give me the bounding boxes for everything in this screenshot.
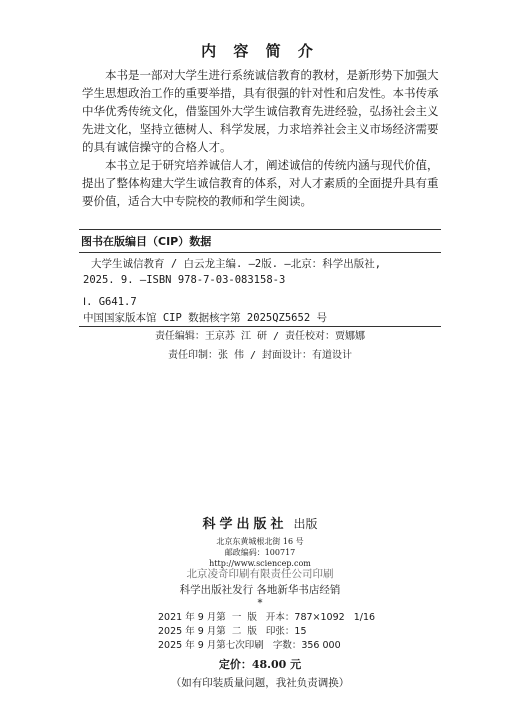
quality-notice: （如有印装质量问题，我社负责调换） [170, 677, 350, 689]
cip-block [79, 229, 441, 365]
cip-line-title: 大学生诚信教育 / 白云龙主编. —2版. —北京：科学出版社, [91, 258, 382, 270]
publisher-name: 科学出版社 [202, 517, 288, 532]
cip-line-record: 中国国家版本馆 CIP 数据核字第 2025QZ5652 号 [83, 312, 327, 324]
cip-top-rule [79, 229, 441, 230]
publisher-suffix: 出版 [293, 517, 318, 531]
publisher-url: http://www.sciencep.com [209, 559, 311, 568]
publisher-address: 北京东黄城根北街 16 号 [216, 537, 304, 546]
cip-heading-rule [79, 252, 441, 253]
summary-paragraph-1: 本书是一部对大学生进行系统诚信教育的教材，是新形势下加强大学生思想政治工作的重要举措，具有很强的针对性和启发性。本书传承中华优秀传统文化，借鉴国外大学生诚信教育先进经验，弘扬社会主义先进文化，坚持立德树人、科学发展，力求培养社会主义市场经济需要的具有诚信操守的合格人才。 [82, 68, 439, 154]
cip-heading: 图书在版编目（CIP）数据 [81, 235, 212, 248]
publisher-block [0, 513, 520, 569]
summary-paragraph-2: 本书立足于研究培养诚信人才，阐述诚信的传统内涵与现代价值，提出了整体构建大学生诚信教育的体系，对人才素质的全面提升具有重要价值，适合大中专院校的教师和学生阅读。 [82, 158, 439, 208]
edition-line-1: 2021 年 9 月第 一 版 开本：787×1092 1/16 [158, 612, 376, 623]
publisher-postcode: 邮政编码：100717 [224, 548, 296, 557]
distribution-line: 科学出版社发行 各地新华书店经销 [179, 584, 341, 596]
cip-line-classification: Ⅰ. G641.7 [83, 296, 137, 308]
cip-line-isbn: 2025. 9. —ISBN 978-7-03-083158-3 [83, 274, 286, 286]
credits-editors: 责任编辑：王京苏 江 研 / 责任校对：贾娜娜 [154, 331, 366, 342]
edition-info [158, 611, 398, 653]
edition-line-3: 2025 年 9 月第七次印刷 字数：356 000 [158, 640, 341, 651]
credits-production: 责任印制：张 伟 / 封面设计：有道设计 [167, 350, 353, 361]
separator-star: * [257, 598, 263, 609]
summary-title: 内 容 简 介 [201, 42, 319, 60]
edition-line-2: 2025 年 9 月第 二 版 印张：15 [158, 626, 307, 637]
printer-line: 北京凌奇印刷有限责任公司印刷 [186, 568, 334, 580]
price: 定价：48.00 元 [218, 658, 302, 671]
